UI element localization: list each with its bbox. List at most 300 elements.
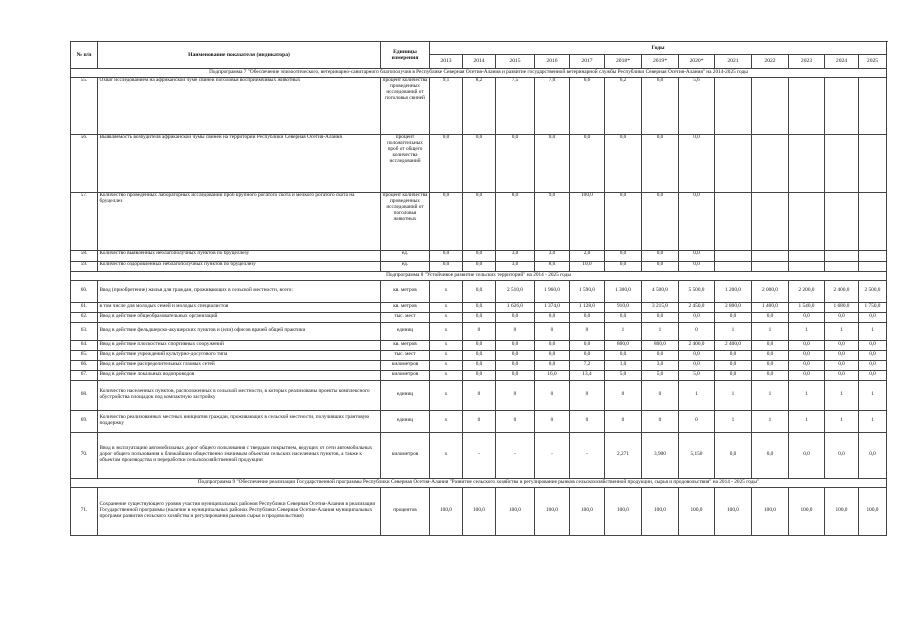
value-2016: 0,0 xyxy=(535,350,570,360)
value-2019-forecast: 800,0 xyxy=(642,340,679,350)
value-2025: 0,0 xyxy=(859,340,887,350)
value-2015: 0,0 xyxy=(496,350,535,360)
value-2021: 0,0 xyxy=(715,370,752,380)
value-2013: x xyxy=(430,350,463,360)
row-number: 63. xyxy=(71,322,98,340)
value-2023 xyxy=(789,134,825,192)
header-year-2013: 2013 xyxy=(430,55,463,69)
indicator-row xyxy=(71,432,887,478)
value-2023 xyxy=(789,192,825,250)
indicator-row xyxy=(71,370,887,380)
row-number: 67. xyxy=(71,370,98,380)
value-2015: 0 xyxy=(496,410,535,432)
value-2018-forecast: 0 xyxy=(605,410,642,432)
value-2013: x xyxy=(430,280,463,302)
header-year-2021: 2021 xyxy=(715,55,752,69)
row-number: 59. xyxy=(71,261,98,271)
value-2018-forecast: 0,0 xyxy=(605,261,642,271)
value-2014: 0,0 xyxy=(463,370,496,380)
value-2021: 1 xyxy=(715,322,752,340)
value-2021 xyxy=(715,134,752,192)
value-2022: 100,0 xyxy=(752,487,789,535)
value-2025: 2 500,0 xyxy=(859,280,887,302)
header-year-2024: 2024 xyxy=(825,55,859,69)
value-2019-forecast: 3,900 xyxy=(642,432,679,478)
indicator-row xyxy=(71,487,887,535)
value-2019-forecast: 0 xyxy=(642,380,679,410)
header-year-2014: 2014 xyxy=(463,55,496,69)
value-2016: 0 xyxy=(535,410,570,432)
value-2025: 1 750,0 xyxy=(859,302,887,312)
value-2022: 2 000,0 xyxy=(752,280,789,302)
value-2014: 0,0 xyxy=(463,312,496,322)
value-2025: 0,0 xyxy=(859,370,887,380)
value-2016: 100,0 xyxy=(535,487,570,535)
value-2021: 2 400,0 xyxy=(715,340,752,350)
value-2023: 0,0 xyxy=(789,360,825,370)
value-2015: - xyxy=(496,432,535,478)
row-number: 62. xyxy=(71,312,98,322)
value-2019-forecast: 3 215,0 xyxy=(642,302,679,312)
unit-of-measure: тыс. мест xyxy=(381,312,430,322)
value-2025 xyxy=(859,77,887,134)
unit-of-measure: тыс. мест xyxy=(381,350,430,360)
value-2014: 0 xyxy=(463,322,496,340)
value-2018-forecast: 800,0 xyxy=(605,340,642,350)
value-2024: 100,0 xyxy=(825,487,859,535)
value-2017: 100,0 xyxy=(570,192,605,250)
value-2022: 0,0 xyxy=(752,312,789,322)
value-2020-forecast: 5 500,0 xyxy=(679,280,715,302)
value-2014: 0,0 xyxy=(463,340,496,350)
value-2022: 0,0 xyxy=(752,370,789,380)
indicator-name: Количество выявленных неблагополучных пунктов по бруцеллезу xyxy=(98,250,381,261)
value-2014: 8,2 xyxy=(463,77,496,134)
value-2017: - xyxy=(570,432,605,478)
indicator-table xyxy=(70,41,887,536)
value-2015: 0 xyxy=(496,322,535,340)
value-2022 xyxy=(752,261,789,271)
value-2018-forecast: 910,0 xyxy=(605,302,642,312)
value-2019-forecast: 3,0 xyxy=(642,360,679,370)
header-year-2025: 2025 xyxy=(859,55,887,69)
header-year-2015: 2015 xyxy=(496,55,535,69)
value-2014: 0,0 xyxy=(463,360,496,370)
value-2020-forecast: 0,0 xyxy=(679,192,715,250)
value-2018-forecast: 0,0 xyxy=(605,134,642,192)
row-number: 71. xyxy=(71,487,98,535)
row-number: 55. xyxy=(71,77,98,134)
header-year-2023: 2023 xyxy=(789,55,825,69)
indicator-row xyxy=(71,134,887,192)
value-2017: 2,0 xyxy=(570,250,605,261)
value-2024 xyxy=(825,77,859,134)
indicator-table-sheet xyxy=(70,41,881,536)
value-2016: 1 960,0 xyxy=(535,280,570,302)
value-2017: 1 128,0 xyxy=(570,302,605,312)
value-2014: - xyxy=(463,432,496,478)
unit-of-measure: кв. метров xyxy=(381,302,430,312)
value-2018-forecast: 2,271 xyxy=(605,432,642,478)
value-2025 xyxy=(859,261,887,271)
unit-of-measure: ед. xyxy=(381,250,430,261)
value-2013: 0,0 xyxy=(430,261,463,271)
value-2023: 0,0 xyxy=(789,312,825,322)
value-2017: 13,4 xyxy=(570,370,605,380)
unit-of-measure: километров xyxy=(381,370,430,380)
value-2015: 0,0 xyxy=(496,360,535,370)
value-2025: 0,0 xyxy=(859,350,887,360)
value-2021: 0,0 xyxy=(715,312,752,322)
row-number: 57. xyxy=(71,192,98,250)
unit-of-measure: кв. метров xyxy=(381,340,430,350)
value-2019-forecast: 0,0 xyxy=(642,250,679,261)
value-2024: 0,0 xyxy=(825,370,859,380)
value-2013: 0,0 xyxy=(430,134,463,192)
indicator-row xyxy=(71,261,887,271)
value-2021: 0,0 xyxy=(715,360,752,370)
value-2024 xyxy=(825,250,859,261)
value-2021: 1 200,0 xyxy=(715,280,752,302)
value-2022: 1 400,0 xyxy=(752,302,789,312)
value-2017: 6,6 xyxy=(570,77,605,134)
value-2015: 0 xyxy=(496,380,535,410)
indicator-name: Ввод в действие распределительных газовых сетей xyxy=(98,360,381,370)
value-2013: x xyxy=(430,370,463,380)
value-2017: 100,0 xyxy=(570,487,605,535)
row-number: 65. xyxy=(71,350,98,360)
value-2020-forecast: 0,0 xyxy=(679,134,715,192)
value-2025: 1 xyxy=(859,410,887,432)
value-2016: 9,0 xyxy=(535,192,570,250)
value-2015: 7,5 xyxy=(496,77,535,134)
value-2025: 0,0 xyxy=(859,360,887,370)
indicator-row xyxy=(71,77,887,134)
value-2020-forecast: 2 450,0 xyxy=(679,302,715,312)
value-2024 xyxy=(825,261,859,271)
value-2018-forecast: 5,0 xyxy=(605,370,642,380)
value-2021: 1 xyxy=(715,380,752,410)
indicator-row xyxy=(71,340,887,350)
value-2017: 10,0 xyxy=(570,261,605,271)
value-2024: 0,0 xyxy=(825,350,859,360)
value-2023: 1 xyxy=(789,410,825,432)
value-2025 xyxy=(859,134,887,192)
indicator-name: Ввод в действие общеобразовательных организаций xyxy=(98,312,381,322)
value-2020-forecast: 0,0 xyxy=(679,350,715,360)
value-2022: 0,0 xyxy=(752,360,789,370)
value-2025 xyxy=(859,192,887,250)
value-2019-forecast: 4 500,0 xyxy=(642,280,679,302)
value-2020-forecast: 0 xyxy=(679,322,715,340)
header-year-2020-forecast: 2020* xyxy=(679,55,715,69)
value-2022: 1 xyxy=(752,322,789,340)
row-number: 58. xyxy=(71,250,98,261)
value-2020-forecast: 0 xyxy=(679,410,715,432)
unit-of-measure: единиц xyxy=(381,410,430,432)
value-2013: x xyxy=(430,312,463,322)
value-2019-forecast: 6,0 xyxy=(642,77,679,134)
header-year-2016: 2016 xyxy=(535,55,570,69)
unit-of-measure: процентов xyxy=(381,487,430,535)
value-2016: 16,0 xyxy=(535,370,570,380)
table-body xyxy=(71,69,887,536)
value-2016: 0,0 xyxy=(535,340,570,350)
indicator-name: Количество реализованных местных инициатив граждан, проживающих в сельской местности, получивших грантовую поддержку xyxy=(98,410,381,432)
value-2021 xyxy=(715,250,752,261)
value-2025 xyxy=(859,250,887,261)
indicator-name: Ввод (приобретение) жилья для граждан, проживающих в сельской местности, всего: xyxy=(98,280,381,302)
value-2018-forecast: 6,2 xyxy=(605,77,642,134)
value-2017: 7,2 xyxy=(570,360,605,370)
value-2021: 0,0 xyxy=(715,432,752,478)
value-2023: 1 540,0 xyxy=(789,302,825,312)
value-2022: 1 xyxy=(752,410,789,432)
value-2021: 2 800,0 xyxy=(715,302,752,312)
value-2020-forecast: 0,0 xyxy=(679,360,715,370)
row-number: 61. xyxy=(71,302,98,312)
table-header xyxy=(71,42,887,69)
value-2013: x xyxy=(430,302,463,312)
value-2017: 0,0 xyxy=(570,134,605,192)
indicator-name: Выявляемость возбудителя африканской чумы свиней на территории Республики Северная Осетия-Алания xyxy=(98,134,381,192)
subprogram-heading-row xyxy=(71,271,887,280)
value-2023: 2 200,0 xyxy=(789,280,825,302)
row-number: 64. xyxy=(71,340,98,350)
value-2024: 0,0 xyxy=(825,432,859,478)
value-2013: x xyxy=(430,410,463,432)
row-number: 66. xyxy=(71,360,98,370)
value-2016: 0 xyxy=(535,322,570,340)
value-2017: 0,0 xyxy=(570,340,605,350)
value-2013: 9,1 xyxy=(430,77,463,134)
value-2014: 0,0 xyxy=(463,302,496,312)
header-year-2022: 2022 xyxy=(752,55,789,69)
value-2023: 0,0 xyxy=(789,340,825,350)
value-2015: 100,0 xyxy=(496,487,535,535)
indicator-name: Количество населенных пунктов, расположенных в сельской местности, в которых реализованы проекты комплексного обустройства площадок под компактную застройку xyxy=(98,380,381,410)
indicator-row xyxy=(71,312,887,322)
value-2020-forecast: 2 400,0 xyxy=(679,340,715,350)
value-2014: 0,0 xyxy=(463,280,496,302)
value-2018-forecast: 1 300,0 xyxy=(605,280,642,302)
value-2019-forecast: 0,0 xyxy=(642,192,679,250)
value-2024: 1 xyxy=(825,322,859,340)
unit-of-measure: единиц xyxy=(381,322,430,340)
subprogram-title: Подпрограмма 7 "Обеспечение эпизоотического, ветеринарно-санитарного благополучия в Республике Северная Осетия-Алания и развитие государственной ветеринарной службы Республики Северная Осетия-Алания" на 2014-2025 годы xyxy=(71,69,887,78)
value-2019-forecast: 0,0 xyxy=(642,350,679,360)
value-2014: 0,0 xyxy=(463,134,496,192)
indicator-name: Количество проведенных лабораторных исследований проб крупного рогатого скота и мелкого рогатого скота на бруцеллез xyxy=(98,192,381,250)
value-2015: 0,0 xyxy=(496,134,535,192)
value-2016: - xyxy=(535,432,570,478)
value-2019-forecast: 100,0 xyxy=(642,487,679,535)
value-2016: 8,0 xyxy=(535,261,570,271)
value-2018-forecast: 1 xyxy=(605,322,642,340)
value-2018-forecast: 0,0 xyxy=(605,312,642,322)
row-number: 68. xyxy=(71,380,98,410)
header-year-2019-forecast: 2019* xyxy=(642,55,679,69)
value-2025: 1 xyxy=(859,322,887,340)
indicator-name: Ввод в действие учреждений культурно-досугового типа xyxy=(98,350,381,360)
indicator-row xyxy=(71,280,887,302)
value-2015: 3,0 xyxy=(496,261,535,271)
value-2020-forecast: 0,0 xyxy=(679,261,715,271)
indicator-name: в том числе для молодых семей и молодых специалистов xyxy=(98,302,381,312)
value-2014: 0,0 xyxy=(463,250,496,261)
indicator-row xyxy=(71,350,887,360)
indicator-name: Ввод в эксплуатацию автомобильных дорог общего пользования с твердым покрытием, ведущих от сети автомобильных дорог общего пользования к ближайшим общественно значимым объектам сельских населенных пунктов, а также к объектам производства и переработки сельскохозяйственной продукции xyxy=(98,432,381,478)
value-2023: 100,0 xyxy=(789,487,825,535)
value-2013: x xyxy=(430,340,463,350)
value-2025: 0,0 xyxy=(859,312,887,322)
value-2022: 0,0 xyxy=(752,432,789,478)
subprogram-title: Подпрограмма 8 "Устойчивое развитие сельских территорий" на 2014 - 2025 годы xyxy=(71,271,887,280)
value-2025: 100,0 xyxy=(859,487,887,535)
header-number: № п/п xyxy=(71,42,98,69)
value-2016: 1 374,0 xyxy=(535,302,570,312)
value-2024 xyxy=(825,134,859,192)
unit-of-measure: километров xyxy=(381,432,430,478)
value-2022: 0,0 xyxy=(752,350,789,360)
value-2016: 0,0 xyxy=(535,312,570,322)
indicator-name: Охват исследованием на африканской чуме свиней поголовья восприимчивых животных xyxy=(98,77,381,134)
value-2024: 1 xyxy=(825,380,859,410)
value-2015: 3,0 xyxy=(496,250,535,261)
unit-of-measure: процент положительных проб от общего количества исследований xyxy=(381,134,430,192)
value-2020-forecast: 5,150 xyxy=(679,432,715,478)
value-2018-forecast: 100,0 xyxy=(605,487,642,535)
value-2013: 0,0 xyxy=(430,192,463,250)
indicator-row xyxy=(71,322,887,340)
value-2018-forecast: 0,0 xyxy=(605,350,642,360)
value-2022 xyxy=(752,77,789,134)
value-2013: x xyxy=(430,380,463,410)
value-2021: 0,0 xyxy=(715,350,752,360)
value-2023: 0,0 xyxy=(789,370,825,380)
value-2018-forecast: 0,0 xyxy=(605,192,642,250)
value-2020-forecast: 5,6 xyxy=(679,77,715,134)
value-2020-forecast: 100,0 xyxy=(679,487,715,535)
value-2024: 0,0 xyxy=(825,360,859,370)
value-2022: 1 xyxy=(752,380,789,410)
value-2013: 0,0 xyxy=(430,250,463,261)
value-2013: x xyxy=(430,360,463,370)
value-2014: 0,0 xyxy=(463,192,496,250)
value-2014: 0,0 xyxy=(463,261,496,271)
value-2023: 0,0 xyxy=(789,432,825,478)
indicator-row xyxy=(71,360,887,370)
value-2021 xyxy=(715,192,752,250)
value-2013: x xyxy=(430,432,463,478)
value-2017: 0 xyxy=(570,322,605,340)
value-2018-forecast: 0,0 xyxy=(605,250,642,261)
value-2015: 8,0 xyxy=(496,192,535,250)
value-2019-forecast: 0,0 xyxy=(642,134,679,192)
value-2024: 0,0 xyxy=(825,340,859,350)
header-year-2018-forecast: 2018* xyxy=(605,55,642,69)
value-2025: 0,0 xyxy=(859,432,887,478)
value-2024 xyxy=(825,192,859,250)
value-2022 xyxy=(752,192,789,250)
indicator-row xyxy=(71,410,887,432)
value-2023 xyxy=(789,250,825,261)
value-2020-forecast: 0,0 xyxy=(679,250,715,261)
value-2022 xyxy=(752,250,789,261)
unit-of-measure: ед. xyxy=(381,261,430,271)
value-2023: 1 xyxy=(789,322,825,340)
value-2020-forecast: 1 xyxy=(679,380,715,410)
row-number: 60. xyxy=(71,280,98,302)
value-2017: 0,0 xyxy=(570,350,605,360)
value-2017: 0 xyxy=(570,380,605,410)
value-2023 xyxy=(789,77,825,134)
value-2023: 0,0 xyxy=(789,350,825,360)
value-2016: 7,0 xyxy=(535,77,570,134)
unit-of-measure: километров xyxy=(381,360,430,370)
value-2020-forecast: 5,0 xyxy=(679,370,715,380)
header-years: Годы xyxy=(430,42,887,55)
indicator-name: Ввод в действие локальных водопроводов xyxy=(98,370,381,380)
value-2018-forecast: 0 xyxy=(605,380,642,410)
unit-of-measure: процент количества проведенных исследований от поголовья свиней xyxy=(381,77,430,134)
value-2013: 100,0 xyxy=(430,487,463,535)
value-2016: 0 xyxy=(535,380,570,410)
value-2017: 1 590,0 xyxy=(570,280,605,302)
header-year-2017: 2017 xyxy=(570,55,605,69)
value-2016: 3,0 xyxy=(535,250,570,261)
indicator-row xyxy=(71,302,887,312)
unit-of-measure: кв. метров xyxy=(381,280,430,302)
value-2015: 0,0 xyxy=(496,340,535,350)
indicator-row xyxy=(71,192,887,250)
header-indicator-name: Наименование показателя (индикатора) xyxy=(98,42,381,69)
value-2021: 100,0 xyxy=(715,487,752,535)
indicator-name: Сохранение существующего уровня участия муниципальных районов Республики Северная Осетия-Алания в реализации Государственной программы (наличие в муниципальных районах Республики Северная Осетия-Алания муниципальных программ развития сельского хозяйства и регулирования рынков сырья и продовольствия) xyxy=(98,487,381,535)
value-2019-forecast: 5,0 xyxy=(642,370,679,380)
subprogram-title: Подпрограмма 9 "Обеспечение реализации Государственной программы Республики Северная Осетия-Алания "Развитие сельского хозяйства и регулирование рынков сельскохозяйственной продукции, сырья и продовольствия" на 2014 - 2025 годы" xyxy=(71,478,887,487)
value-2020-forecast: 0,0 xyxy=(679,312,715,322)
unit-of-measure: процент количества проведенных исследований от поголовья животных xyxy=(381,192,430,250)
indicator-row xyxy=(71,380,887,410)
subprogram-heading-row xyxy=(71,69,887,78)
value-2021 xyxy=(715,77,752,134)
value-2022: 0,0 xyxy=(752,340,789,350)
value-2022 xyxy=(752,134,789,192)
value-2019-forecast: 0,0 xyxy=(642,312,679,322)
value-2021: 1 xyxy=(715,410,752,432)
value-2024: 0,0 xyxy=(825,312,859,322)
value-2016: 0,0 xyxy=(535,134,570,192)
value-2017: 0,0 xyxy=(570,312,605,322)
row-number: 69. xyxy=(71,410,98,432)
value-2019-forecast: 0 xyxy=(642,410,679,432)
indicator-name: Ввод в действие плоскостных спортивных сооружений xyxy=(98,340,381,350)
value-2015: 1 626,0 xyxy=(496,302,535,312)
value-2015: 0,0 xyxy=(496,370,535,380)
value-2024: 1 xyxy=(825,410,859,432)
unit-of-measure: единиц xyxy=(381,380,430,410)
value-2014: 0 xyxy=(463,410,496,432)
value-2024: 1 680,0 xyxy=(825,302,859,312)
value-2019-forecast: 1 xyxy=(642,322,679,340)
value-2014: 0 xyxy=(463,380,496,410)
header-unit: Единицы измерения xyxy=(381,42,430,69)
value-2015: 0,0 xyxy=(496,312,535,322)
row-number: 70. xyxy=(71,432,98,478)
subprogram-heading-row xyxy=(71,478,887,487)
value-2018-forecast: 1,0 xyxy=(605,360,642,370)
